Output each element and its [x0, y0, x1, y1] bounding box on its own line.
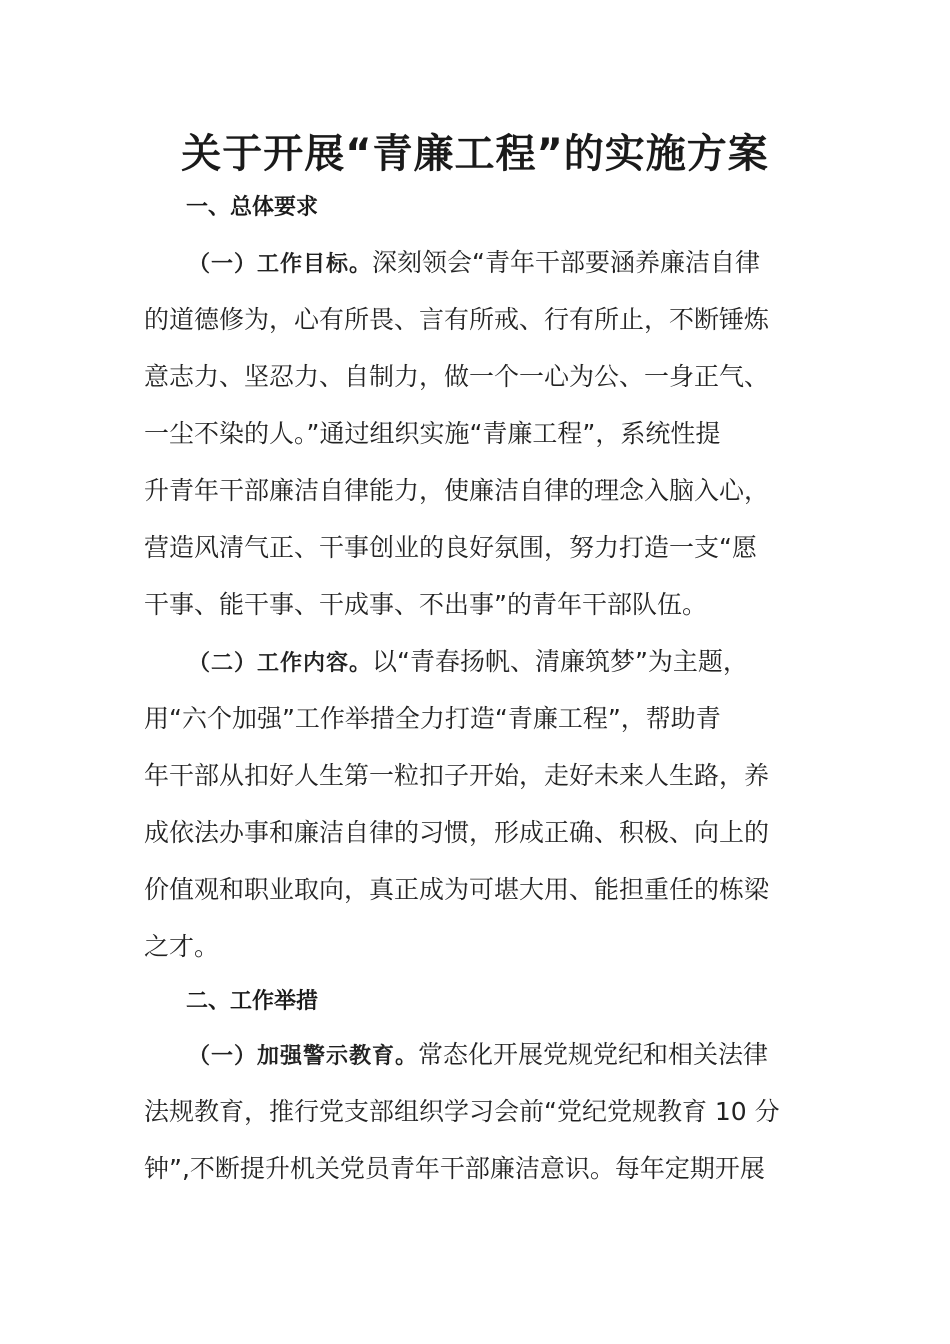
paragraph-line — [144, 633, 804, 690]
paragraph-line: 年干部从扣好人生第一粒扣子开始，走好未来人生路，养 — [144, 761, 770, 790]
paragraph-line: 价值观和职业取向，真正成为可堪大用、能担重任的栋梁 — [144, 875, 770, 904]
paragraph-text: 常态化开展党规党纪和相关法律 — [418, 1040, 769, 1069]
paragraph-line: 意志力、坚忍力、自制力，做一个一心为公、一身正气、 — [144, 362, 770, 391]
paragraph-work-goal — [144, 234, 804, 633]
paragraph-line: 一尘不染的人。”通过组织实施“青廉工程”，系统性提 — [144, 419, 721, 448]
paragraph-line: 用“六个加强”工作举措全力打造“青廉工程”，帮助青 — [144, 704, 721, 733]
paragraph-line: 成依法办事和廉洁自律的习惯，形成正确、积极、向上的 — [144, 818, 770, 847]
paragraph-text: 深刻领会“青年干部要涵养廉洁自律 — [372, 248, 760, 277]
paragraph-line: 干事、能干事、干成事、不出事”的青年干部队伍。 — [144, 590, 707, 619]
paragraph-line — [144, 234, 804, 291]
paragraph-line — [144, 1026, 804, 1083]
paragraph-work-content — [144, 633, 804, 975]
document-title: 关于开展“青廉工程”的实施方案 — [181, 131, 769, 177]
section-heading-overall-requirements: 一、总体要求 — [186, 195, 319, 220]
paragraph-line: 法规教育，推行党支部组织学习会前“党纪党规教育 10 分 — [144, 1097, 780, 1126]
paragraph-line: 营造风清气正、干事创业的良好氛围，努力打造一支“愿 — [144, 533, 757, 562]
paragraph-line: 的道德修为，心有所畏、言有所戒、行有所止，不断锤炼 — [144, 305, 770, 334]
section-heading-work-measures: 二、工作举措 — [186, 989, 319, 1014]
paragraph-warning-education — [144, 1026, 804, 1197]
paragraph-line: 钟”,不断提升机关党员青年干部廉洁意识。每年定期开展 — [144, 1154, 765, 1183]
paragraph-text: 以“青春扬帆、清廉筑梦”为主题， — [372, 647, 748, 676]
subsection-label-warning-education: （一）加强警示教育。 — [188, 1043, 419, 1069]
paragraph-line: 之才。 — [144, 932, 220, 961]
subsection-label-work-content: （二）工作内容。 — [188, 650, 373, 676]
paragraph-line: 升青年干部廉洁自律能力，使廉洁自律的理念入脑入心， — [144, 476, 770, 505]
subsection-label-work-goal: （一）工作目标。 — [188, 251, 373, 277]
